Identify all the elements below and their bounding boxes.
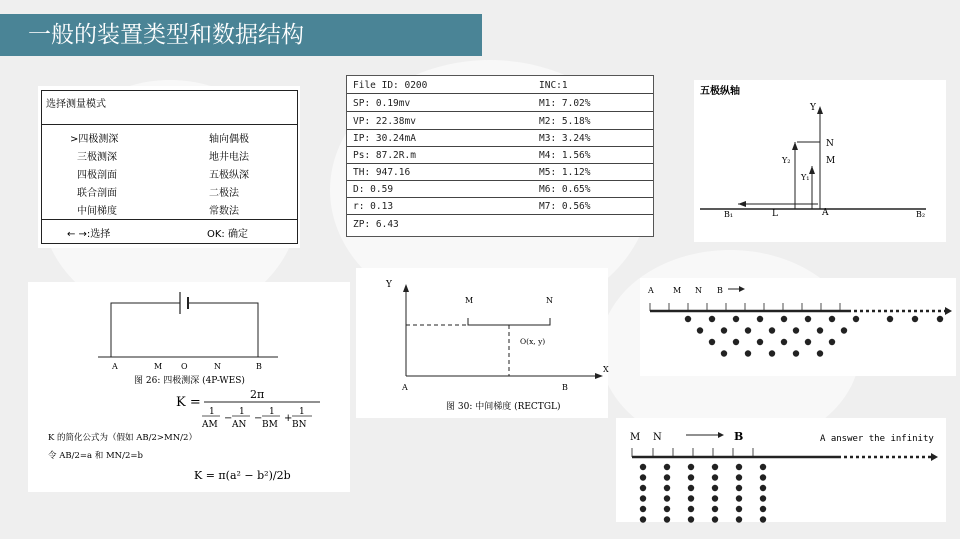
- menu-item[interactable]: 中间梯度: [77, 206, 117, 217]
- k-operator: −: [254, 413, 263, 424]
- data-points: [685, 316, 943, 357]
- data-point: [760, 495, 766, 501]
- data-point: [937, 316, 943, 322]
- data-point: [709, 339, 715, 345]
- data-point: [640, 485, 646, 491]
- label-y1: Y₁: [801, 173, 810, 182]
- data-point: [805, 316, 811, 322]
- data-point: [757, 316, 763, 322]
- k-term: BN: [292, 420, 307, 430]
- pseudosection-1: [640, 278, 956, 376]
- menu-item[interactable]: 五极纵深: [209, 170, 249, 181]
- four-pole-svg: [28, 282, 350, 392]
- data-point: [721, 350, 727, 356]
- readout-value: INC:1: [539, 80, 568, 91]
- data-point: [760, 464, 766, 470]
- data-point: [640, 495, 646, 501]
- readout-value: Ps: 87.2R.m: [353, 150, 416, 161]
- label-m: M: [465, 296, 474, 305]
- data-points: [640, 464, 766, 523]
- arrow-head: [817, 106, 823, 114]
- data-point: [817, 327, 823, 333]
- label-a: A: [402, 383, 408, 392]
- data-point: [757, 339, 763, 345]
- arrow-head: [595, 373, 603, 379]
- arrow-head: [403, 284, 409, 292]
- data-point: [712, 506, 718, 512]
- menu-title: 选择测量模式: [46, 99, 106, 110]
- label-x: X: [603, 365, 609, 374]
- menu-item[interactable]: >四极测深: [70, 134, 119, 145]
- arrow-head: [945, 307, 952, 315]
- readout-value: M2: 5.18%: [539, 116, 591, 127]
- electrode-label: B: [256, 362, 262, 371]
- readout-value: ZP: 6.43: [353, 219, 399, 230]
- measure-mode-menu: [38, 86, 300, 248]
- divider: [347, 93, 653, 94]
- data-point: [664, 516, 670, 522]
- pseudosection-2: [616, 418, 946, 522]
- divider: [347, 129, 653, 130]
- electrode-label: A: [112, 362, 118, 371]
- data-point: [829, 339, 835, 345]
- data-point: [745, 350, 751, 356]
- electrode-label: O: [181, 362, 188, 371]
- data-readout: [346, 75, 654, 237]
- arrow-head: [738, 201, 746, 207]
- data-point: [887, 316, 893, 322]
- data-point: [712, 464, 718, 470]
- data-point: [688, 506, 694, 512]
- k-operator: −: [224, 413, 233, 424]
- data-point: [781, 339, 787, 345]
- pseudosection-2-svg: [616, 418, 946, 522]
- slide-title: 一般的装置类型和数据结构: [0, 14, 482, 56]
- five-pole-title: 五极纵轴: [700, 86, 740, 97]
- k-simplified: K = π(a² − b²)/2b: [194, 469, 291, 482]
- gradient-svg: [356, 268, 608, 418]
- data-point: [697, 327, 703, 333]
- data-point: [769, 350, 775, 356]
- label-b2: B₂: [916, 210, 926, 219]
- data-point: [805, 339, 811, 345]
- k-one: 1: [269, 407, 275, 417]
- data-point: [640, 474, 646, 480]
- k-one: 1: [299, 407, 305, 417]
- five-pole-svg: [694, 80, 946, 242]
- label-n: N: [826, 139, 834, 149]
- mn-bracket: [468, 318, 550, 325]
- label-m: M: [630, 432, 641, 443]
- divider: [347, 197, 653, 198]
- data-point: [664, 506, 670, 512]
- data-point: [733, 316, 739, 322]
- divider: [347, 214, 653, 215]
- readout-value: D: 0.59: [353, 184, 394, 195]
- readout-value: M4: 1.56%: [539, 150, 591, 161]
- data-point: [688, 485, 694, 491]
- readout-value: IP: 30.24mA: [353, 133, 416, 144]
- data-point: [736, 495, 742, 501]
- electrode-label: A: [648, 286, 654, 295]
- data-point: [736, 474, 742, 480]
- menu-item[interactable]: 轴向偶极: [209, 134, 249, 145]
- four-pole-panel: [28, 282, 350, 492]
- electrode-label: N: [695, 286, 702, 295]
- arrow-head: [931, 453, 938, 461]
- arrow-head: [718, 432, 724, 438]
- data-point: [664, 464, 670, 470]
- menu-item[interactable]: 地井电法: [209, 152, 249, 163]
- readout-value: M5: 1.12%: [539, 167, 591, 178]
- infinity-note: A answer the infinity: [820, 434, 934, 444]
- k-note: 令 AB/2=a 和 MN/2=b: [48, 451, 143, 461]
- k-term: AN: [232, 420, 247, 430]
- menu-footer-select: ← →:选择: [67, 229, 111, 240]
- data-point: [688, 495, 694, 501]
- label-b1: B₁: [724, 210, 734, 219]
- label-b: B: [562, 383, 568, 392]
- data-point: [712, 516, 718, 522]
- k-one: 1: [209, 407, 215, 417]
- menu-item[interactable]: 联合剖面: [77, 188, 117, 199]
- data-point: [736, 485, 742, 491]
- data-point: [853, 316, 859, 322]
- data-point: [688, 516, 694, 522]
- data-point: [721, 327, 727, 333]
- electrode-label: M: [673, 286, 682, 295]
- readout-value: SP: 0.19mv: [353, 98, 411, 109]
- menu-item[interactable]: 三极测深: [77, 152, 117, 163]
- data-point: [685, 316, 691, 322]
- divider: [347, 163, 653, 164]
- k-one: 1: [239, 407, 245, 417]
- arrow-head: [809, 166, 815, 174]
- arrow-head: [792, 142, 798, 150]
- label-y: Y: [810, 103, 816, 113]
- divider: [42, 124, 297, 125]
- label-point: O(x, y): [520, 337, 546, 346]
- readout-value: VP: 22.38mv: [353, 116, 416, 127]
- menu-item[interactable]: 常数法: [209, 206, 239, 217]
- data-point: [793, 327, 799, 333]
- data-point: [664, 474, 670, 480]
- readout-value: M1: 7.02%: [539, 98, 591, 109]
- circuit-wire: [111, 303, 180, 357]
- k-term: BM: [262, 420, 278, 430]
- electrode-label: M: [154, 362, 163, 371]
- readout-value: File ID: 0200: [353, 80, 428, 91]
- divider: [347, 180, 653, 181]
- divider: [347, 146, 653, 147]
- k-numerator: 2π: [250, 388, 265, 401]
- data-point: [712, 474, 718, 480]
- data-point: [640, 506, 646, 512]
- k-term: AM: [202, 420, 218, 430]
- data-point: [760, 485, 766, 491]
- data-point: [781, 316, 787, 322]
- label-y: Y: [386, 280, 392, 290]
- data-point: [912, 316, 918, 322]
- data-point: [760, 516, 766, 522]
- menu-frame: [41, 90, 298, 244]
- data-point: [640, 516, 646, 522]
- divider: [42, 219, 297, 220]
- data-point: [688, 464, 694, 470]
- data-point: [664, 495, 670, 501]
- menu-footer-ok: OK: 确定: [207, 229, 248, 240]
- label-n: N: [653, 432, 662, 443]
- electrode-ticks: [632, 448, 753, 457]
- menu-item[interactable]: 二极法: [209, 188, 239, 199]
- data-point: [712, 485, 718, 491]
- figure-caption: 图 26: 四极测深 (4P-WES): [134, 376, 245, 386]
- label-a: A: [822, 208, 829, 218]
- readout-value: M3: 3.24%: [539, 133, 591, 144]
- figure-caption: 图 30: 中间梯度 (RECTGL): [446, 402, 561, 412]
- label-n: N: [546, 296, 553, 305]
- data-point: [760, 506, 766, 512]
- data-point: [829, 316, 835, 322]
- menu-item[interactable]: 四极剖面: [77, 170, 117, 181]
- readout-value: TH: 947.16: [353, 167, 411, 178]
- data-point: [640, 464, 646, 470]
- data-point: [712, 495, 718, 501]
- data-point: [733, 339, 739, 345]
- label-l: L: [772, 209, 778, 219]
- electrode-label: N: [214, 362, 221, 371]
- data-point: [793, 350, 799, 356]
- data-point: [664, 485, 670, 491]
- data-point: [841, 327, 847, 333]
- pseudosection-1-svg: [640, 278, 956, 376]
- gradient-panel: [356, 268, 608, 418]
- k-label: K =: [176, 395, 201, 410]
- data-point: [745, 327, 751, 333]
- k-formula-svg: [28, 384, 350, 484]
- label-b: B: [734, 430, 744, 443]
- k-operator: +: [284, 413, 293, 424]
- data-point: [817, 350, 823, 356]
- data-point: [688, 474, 694, 480]
- circuit-wire: [188, 303, 258, 357]
- readout-value: M7: 0.56%: [539, 201, 591, 212]
- arrow-head: [739, 286, 745, 292]
- data-point: [736, 516, 742, 522]
- electrode-label: B: [717, 286, 723, 295]
- k-note: K 的简化公式为（假如 AB/2>MN/2）: [48, 433, 197, 443]
- readout-value: M6: 0.65%: [539, 184, 591, 195]
- data-point: [709, 316, 715, 322]
- divider: [347, 111, 653, 112]
- readout-value: r: 0.13: [353, 201, 394, 212]
- data-point: [760, 474, 766, 480]
- data-point: [736, 464, 742, 470]
- five-pole-diagram: [694, 80, 946, 242]
- label-y2: Y₂: [782, 156, 791, 165]
- data-point: [736, 506, 742, 512]
- data-point: [769, 327, 775, 333]
- label-m: M: [826, 156, 836, 166]
